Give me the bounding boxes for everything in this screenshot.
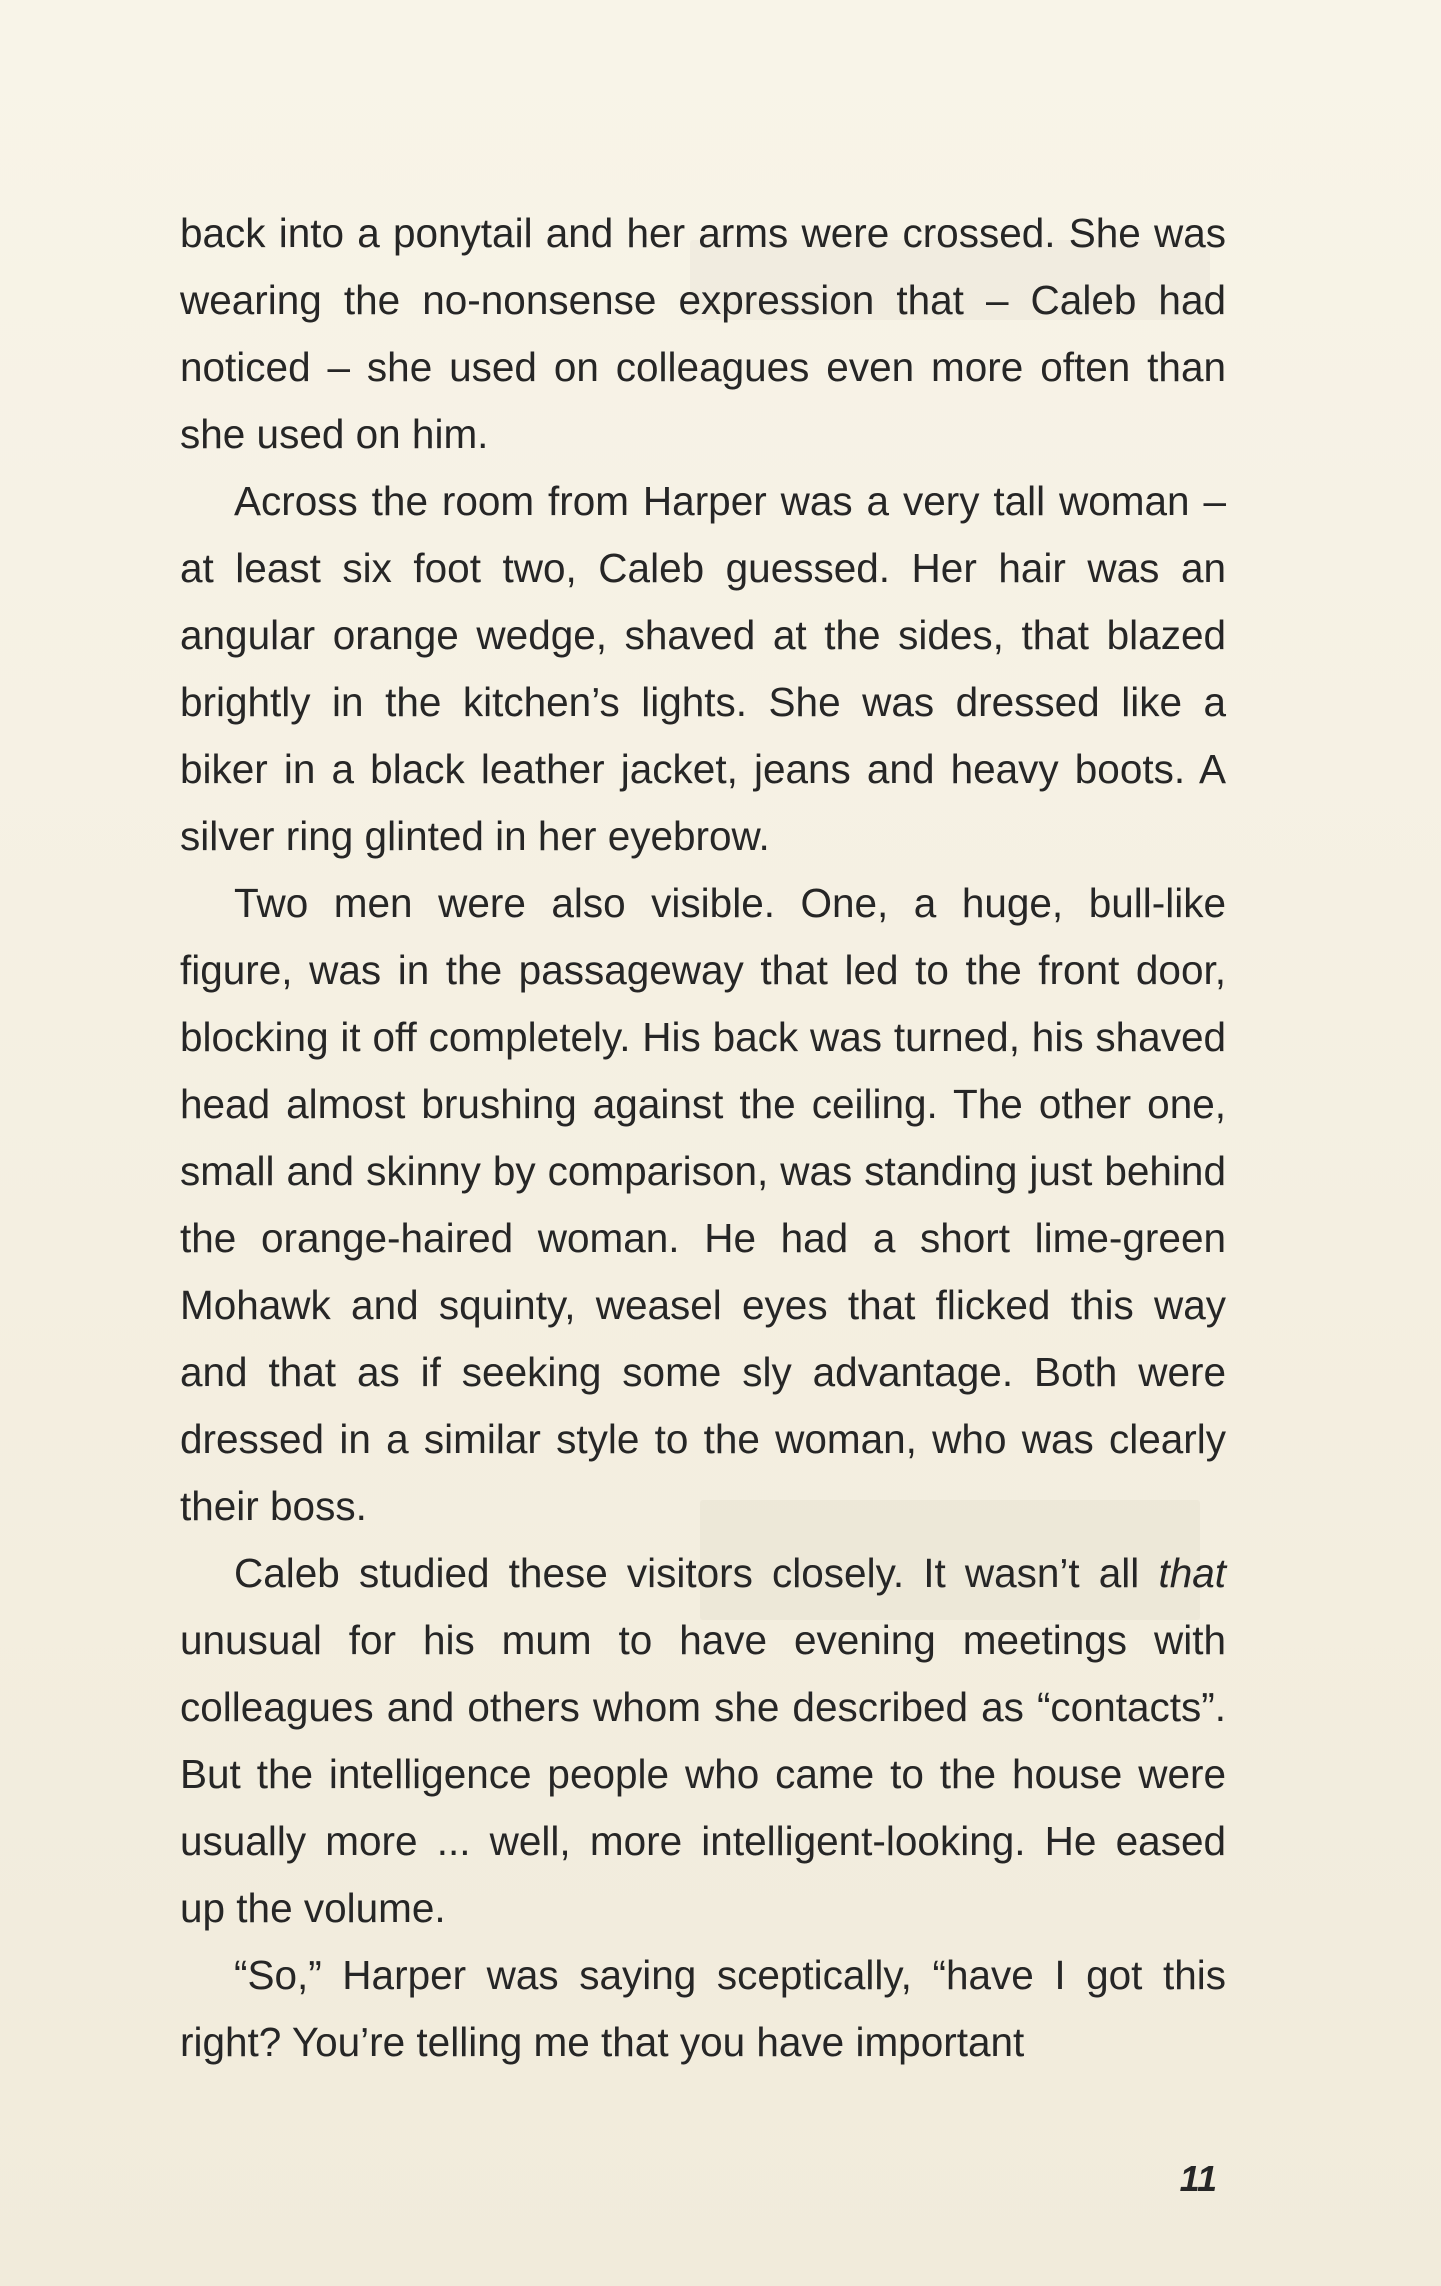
paragraph: [180, 468, 1226, 870]
paragraph-text: unusual for his mum to have evening meetings with colleagues and others whom she described as “contacts”. But the intelligence people who came to the house were usually more ... well, more intelligent-looking. He eased up the volume.: [180, 1617, 1226, 1931]
body-text: [180, 200, 1226, 2076]
page-number: 11: [1179, 2158, 1217, 2199]
paragraph-text: Two men were also visible. One, a huge, bull-like figure, was in the passageway that led to the front door, blocking it off completely. His back was turned, his shaved head almost brushing against the ceiling. The other one, small and skinny by comparison, was standing just behind the orange-haired woman. He had a short lime-green Mohawk and squinty, weasel eyes that flicked this way and that as if seeking some sly advantage. Both were dressed in a similar style to the woman, who was clearly their boss.: [180, 880, 1226, 1529]
paragraph: [180, 1942, 1226, 2076]
paragraph-text: Caleb studied these visitors closely. It wasn’t all: [234, 1550, 1159, 1596]
emphasized-word: that: [1158, 1550, 1226, 1596]
paragraph-text: Across the room from Harper was a very tall woman – at least six foot two, Caleb guessed. Her hair was an angular orange wedge, shaved at the sides, that blazed brightly in the kitchen’s lights. She was dressed like a biker in a black leather jacket, jeans and heavy boots. A silver ring glinted in her eyebrow.: [180, 478, 1226, 859]
paragraph: [180, 1540, 1226, 1942]
paragraph: [180, 200, 1226, 468]
paragraph-text: back into a ponytail and her arms were crossed. She was wearing the no-nonsense expression that – Caleb had noticed – she used on colleagues even more often than she used on him.: [180, 210, 1226, 457]
paragraph: [180, 870, 1226, 1540]
paragraph-text: “So,” Harper was saying sceptically, “have I got this right? You’re telling me that you have important: [180, 1952, 1226, 2065]
